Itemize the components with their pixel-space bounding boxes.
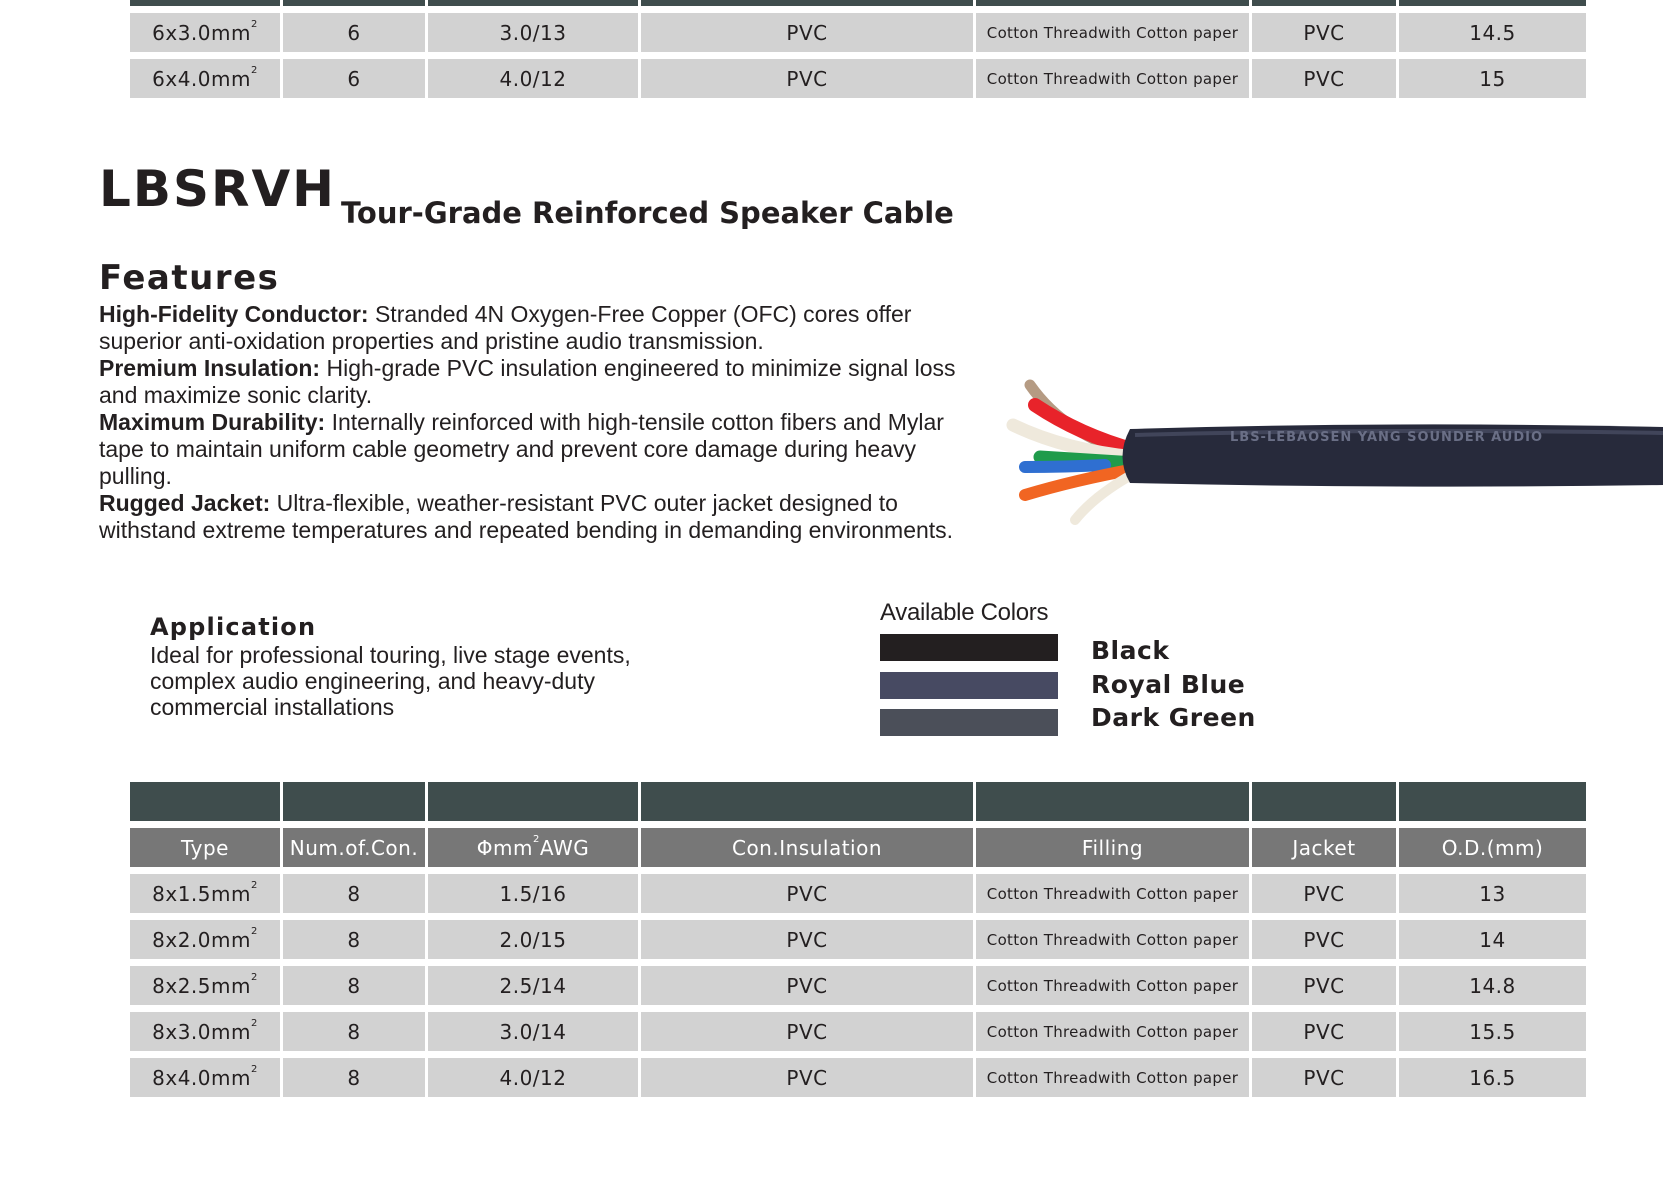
jacket-cell: PVC: [1252, 966, 1396, 1005]
od-cell: 14.5: [1399, 13, 1586, 52]
od-cell: 15.5: [1399, 1012, 1586, 1051]
color-swatch-royal-blue: [880, 672, 1058, 699]
jacket-cell: PVC: [1252, 1058, 1396, 1097]
feature-title: Rugged Jacket:: [99, 490, 271, 516]
num-cell: 8: [283, 966, 425, 1005]
type-cell: $6x4.0mm^2$: [130, 59, 280, 98]
cable-product-image: [995, 365, 1663, 535]
filling-cell: Cotton Threadwith Cotton paper: [976, 59, 1249, 98]
feature-text: Ultra-flexible, weather-resistant PVC outer jacket designed to withstand extreme temperatures and repeated bending in demanding environments.: [99, 490, 954, 543]
insulation-cell: PVC: [641, 1012, 973, 1051]
filling-cell: Cotton Threadwith Cotton paper: [976, 1012, 1249, 1051]
table-cell: [283, 782, 425, 821]
num-cell: 8: [283, 920, 425, 959]
table-row: [130, 1012, 1586, 1051]
table-header-row: [130, 828, 1586, 867]
cable-print-text: LBS-LEBAOSEN YANG SOUNDER AUDIO: [1230, 430, 1544, 445]
application-heading: Application: [150, 613, 317, 641]
awg-cell: 2.0/15: [428, 920, 638, 959]
table-row: [130, 59, 1586, 98]
table-cell: [1252, 782, 1396, 821]
type-cell: $8x2.5mm^2$: [130, 966, 280, 1005]
header-num: Num.of.Con.: [283, 828, 425, 867]
awg-cell: 1.5/16: [428, 874, 638, 913]
table-row: [130, 1058, 1586, 1097]
insulation-cell: PVC: [641, 59, 973, 98]
od-cell: 13: [1399, 874, 1586, 913]
od-cell: 14.8: [1399, 966, 1586, 1005]
awg-cell: 2.5/14: [428, 966, 638, 1005]
table-cell: [428, 782, 638, 821]
num-cell: 8: [283, 1058, 425, 1097]
table-cell: [976, 0, 1249, 6]
features-heading: Features: [99, 258, 280, 298]
feature-item: [99, 355, 979, 409]
awg-cell: 3.0/14: [428, 1012, 638, 1051]
header-insulation: Con.Insulation: [641, 828, 973, 867]
insulation-cell: PVC: [641, 1058, 973, 1097]
insulation-cell: PVC: [641, 966, 973, 1005]
feature-text: High-grade PVC insulation engineered to minimize signal loss and maximize sonic clarity.: [99, 355, 956, 408]
type-cell: $8x3.0mm^2$: [130, 1012, 280, 1051]
feature-text: Internally reinforced with high-tensile cotton fibers and Mylar tape to maintain uniform cable geometry and prevent core damage during heavy pulling.: [99, 409, 944, 489]
table-cell: [130, 0, 280, 6]
header-awg: Φmm$^2$AWG: [428, 828, 638, 867]
insulation-cell: PVC: [641, 874, 973, 913]
type-cell: $8x2.0mm^2$: [130, 920, 280, 959]
insulation-cell: PVC: [641, 13, 973, 52]
header-filling: Filling: [976, 828, 1249, 867]
color-label: Black: [1091, 636, 1170, 665]
od-cell: 16.5: [1399, 1058, 1586, 1097]
jacket-cell: PVC: [1252, 1012, 1396, 1051]
table-row: [130, 874, 1586, 913]
table-row: [130, 920, 1586, 959]
application-text: Ideal for professional touring, live stage events, complex audio engineering, and heavy-duty commercial installations: [150, 642, 631, 720]
table-cell: [641, 782, 973, 821]
num-cell: 6: [283, 13, 425, 52]
table-cell: [1252, 0, 1396, 6]
product-subtitle: Tour-Grade Reinforced Speaker Cable: [341, 196, 954, 230]
jacket-cell: PVC: [1252, 874, 1396, 913]
filling-cell: Cotton Threadwith Cotton paper: [976, 920, 1249, 959]
table-band-row: [130, 782, 1586, 821]
jacket-cell: PVC: [1252, 920, 1396, 959]
type-cell: $6x3.0mm^2$: [130, 13, 280, 52]
jacket-cell: PVC: [1252, 59, 1396, 98]
num-cell: 6: [283, 59, 425, 98]
jacket-cell: PVC: [1252, 13, 1396, 52]
table-cell: [130, 782, 280, 821]
header-type: Type: [130, 828, 280, 867]
table-row: [130, 966, 1586, 1005]
color-label: Royal Blue: [1091, 670, 1246, 699]
features-list: [99, 301, 979, 544]
insulation-cell: PVC: [641, 920, 973, 959]
spec-table: [127, 775, 1589, 1104]
feature-text: Stranded 4N Oxygen-Free Copper (OFC) cores offer superior anti-oxidation properties and pristine audio transmission.: [99, 301, 912, 354]
color-label: Dark Green: [1091, 703, 1256, 732]
awg-cell: 3.0/13: [428, 13, 638, 52]
feature-item: [99, 301, 979, 355]
table-cell: [283, 0, 425, 6]
header-jacket: Jacket: [1252, 828, 1396, 867]
table-row: [130, 13, 1586, 52]
feature-title: High-Fidelity Conductor:: [99, 301, 369, 327]
table-cell: [1399, 0, 1586, 6]
core-blue: [1025, 465, 1105, 467]
od-cell: 15: [1399, 59, 1586, 98]
type-cell: $8x4.0mm^2$: [130, 1058, 280, 1097]
num-cell: 8: [283, 874, 425, 913]
feature-item: [99, 409, 979, 490]
color-swatch-black: [880, 634, 1058, 661]
table-cell: [976, 782, 1249, 821]
od-cell: 14: [1399, 920, 1586, 959]
num-cell: 8: [283, 1012, 425, 1051]
spec-table-previous: [127, 0, 1589, 105]
feature-title: Premium Insulation:: [99, 355, 321, 381]
header-od: O.D.(mm): [1399, 828, 1586, 867]
product-model: LBSRVH: [99, 160, 337, 218]
filling-cell: Cotton Threadwith Cotton paper: [976, 13, 1249, 52]
awg-cell: 4.0/12: [428, 1058, 638, 1097]
table-cell: [641, 0, 973, 6]
type-cell: $8x1.5mm^2$: [130, 874, 280, 913]
filling-cell: Cotton Threadwith Cotton paper: [976, 1058, 1249, 1097]
table-cell: [1399, 782, 1586, 821]
table-row: [130, 0, 1586, 6]
awg-cell: 4.0/12: [428, 59, 638, 98]
feature-item: [99, 490, 979, 544]
color-swatch-dark-green: [880, 709, 1058, 736]
feature-title: Maximum Durability:: [99, 409, 326, 435]
filling-cell: Cotton Threadwith Cotton paper: [976, 874, 1249, 913]
filling-cell: Cotton Threadwith Cotton paper: [976, 966, 1249, 1005]
table-cell: [428, 0, 638, 6]
colors-heading: Available Colors: [880, 599, 1049, 626]
